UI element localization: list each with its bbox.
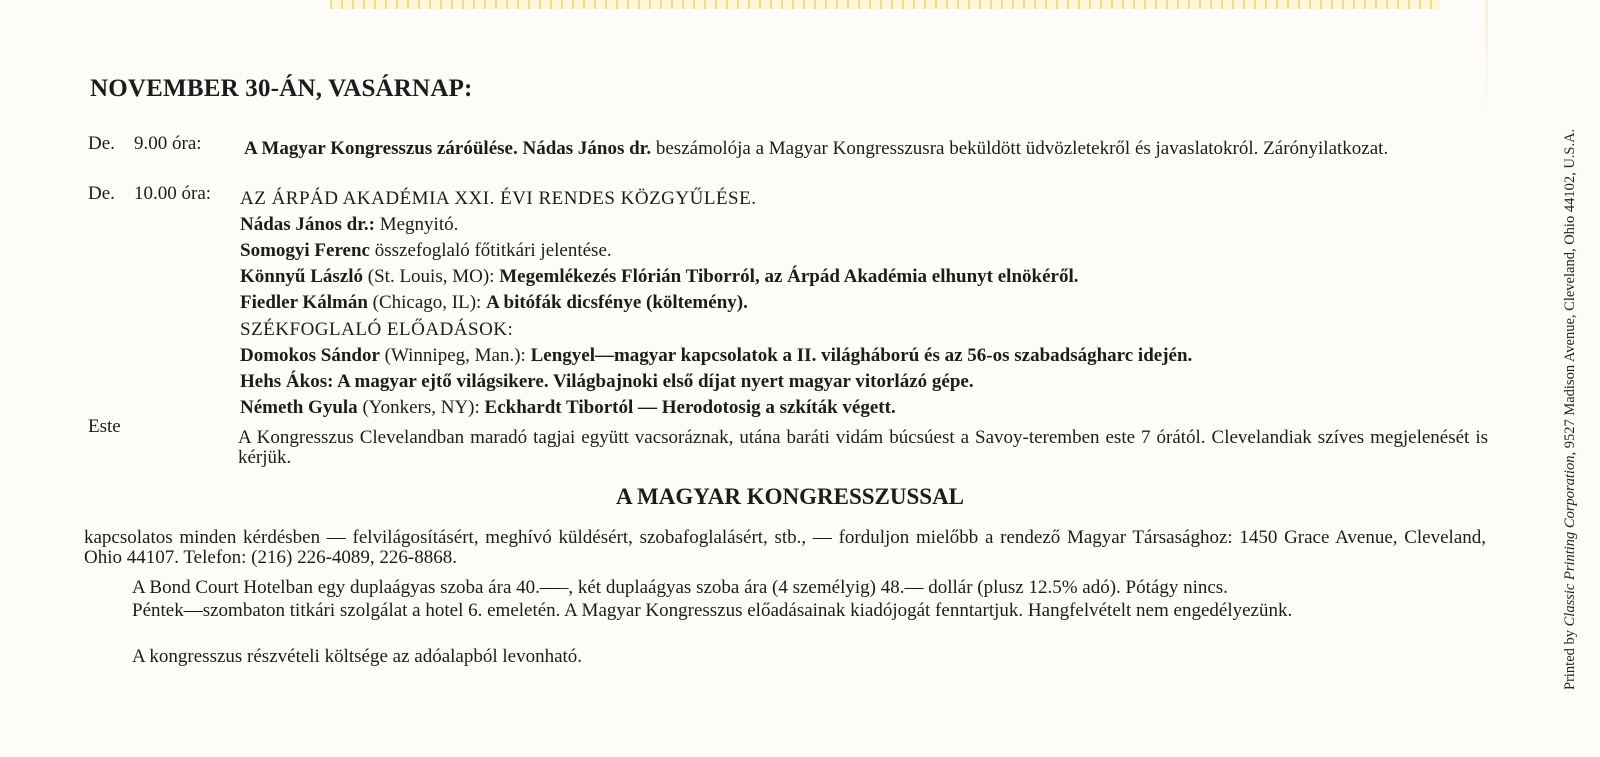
speaker-location: (Yonkers, NY): xyxy=(357,397,485,418)
lecture-title: A bitófák dicsfénye (költemény). xyxy=(486,292,748,313)
evening-description: A Kongresszus Clevelandban maradó tagjai együtt vacsoráznak, utána baráti vidám búcsúest a Savoy-teremben este 7 órától. Clevelandiak szíves megjelenését is kérjük. xyxy=(238,427,1488,468)
time-prefix: De. xyxy=(88,183,115,204)
lecture-title: Eckhardt Tibortól — Herodotosig a szkíták végett. xyxy=(484,397,896,418)
secretariat-paragraph: Péntek—szombaton titkári szolgálat a hotel 6. emeletén. A Magyar Kongresszus előadásainak kiadójogát fenntartjuk. Hangfelvételt nem engedélyezünk. xyxy=(132,600,1293,621)
time-value: 9.00 óra: xyxy=(134,133,202,154)
speaker-name: Könnyű László xyxy=(240,266,364,287)
lecture-title: Megemlékezés Flórián Tiborról, az Árpád Akadémia elhunyt elnökéről. xyxy=(499,266,1079,287)
hotel-paragraph: A Bond Court Hotelban egy duplaágyas szoba ára 40.—–, két duplaágyas szoba ára (4 személyig) 48.— dollár (plusz 12.5% adó). Pótágy nincs. xyxy=(132,577,1228,598)
speaker-line xyxy=(240,215,458,235)
speaker-location: (Winnipeg, Man.): xyxy=(379,345,531,366)
printer-prefix: Printed by xyxy=(1562,626,1578,690)
lecture-line xyxy=(240,398,896,418)
schedule-time-label xyxy=(88,134,202,154)
speaker-topic: összefoglaló főtitkári jelentése. xyxy=(370,240,612,261)
speaker-name: Nádas János dr.: xyxy=(240,214,375,235)
assembly-title: AZ ÁRPÁD AKADÉMIA XXI. ÉVI RENDES KÖZGYŰLÉSE. xyxy=(240,188,757,209)
lecture-speaker-and-title: Hehs Ákos: A magyar ejtő világsikere. Világbajnoki első díjat nyert magyar vitorlázó gépe. xyxy=(240,371,974,392)
time-value: 10.00 óra: xyxy=(134,183,212,204)
printer-credit-column xyxy=(1532,0,1578,757)
session-detail: beszámolója a Magyar Kongresszusra beküldött üdvözletekről és javaslatokról. Zárónyilatkozat. xyxy=(651,138,1389,159)
speaker-topic: Megnyitó. xyxy=(374,214,459,235)
speaker-line xyxy=(240,267,1079,287)
lecture-title: Lengyel—magyar kapcsolatok a II. világháború és az 56-os szabadságharc idején. xyxy=(530,345,1193,366)
speaker-line xyxy=(240,241,612,261)
inaugural-lectures-heading: SZÉKFOGLALÓ ELŐADÁSOK: xyxy=(240,319,514,340)
contact-paragraph: kapcsolatos minden kérdésben — felvilágosításért, meghívó küldésért, szobafoglalásért, stb., — forduljon mielőbb a rendező Magyar Társasághoz: 1450 Grace Avenue, Cleveland, Ohio 44107. Telefon: (216) 226-4089, 226-8868. xyxy=(84,527,1486,568)
time-prefix: De. xyxy=(88,133,115,154)
speaker-name: Domokos Sándor xyxy=(240,345,380,366)
schedule-description xyxy=(244,139,1488,159)
speaker-line xyxy=(240,293,748,313)
page-title: NOVEMBER 30-ÁN, VASÁRNAP: xyxy=(90,75,473,102)
speaker-location: (St. Louis, MO): xyxy=(363,266,500,287)
speaker-name: Németh Gyula xyxy=(240,397,358,418)
evening-label: Este xyxy=(88,416,121,437)
session-title: A Magyar Kongresszus záróülése. Nádas János dr. xyxy=(244,138,652,159)
speaker-name: Somogyi Ferenc xyxy=(240,240,370,261)
lecture-line xyxy=(240,346,1192,366)
lecture-line xyxy=(240,372,974,392)
congress-section-title: A MAGYAR KONGRESSZUSSAL xyxy=(615,484,965,509)
printer-company: Classic Printing Corporation, xyxy=(1562,451,1578,627)
speaker-name: Fiedler Kálmán xyxy=(240,292,368,313)
printer-credit xyxy=(1562,129,1579,690)
schedule-time-label xyxy=(88,184,211,204)
speaker-location: (Chicago, IL): xyxy=(367,292,487,313)
tax-deduction-paragraph: A kongresszus részvételi költsége az adóalapból levonható. xyxy=(132,646,583,667)
printer-address: 9527 Madison Avenue, Cleveland, Ohio 44102, U.S.A. xyxy=(1562,128,1578,452)
